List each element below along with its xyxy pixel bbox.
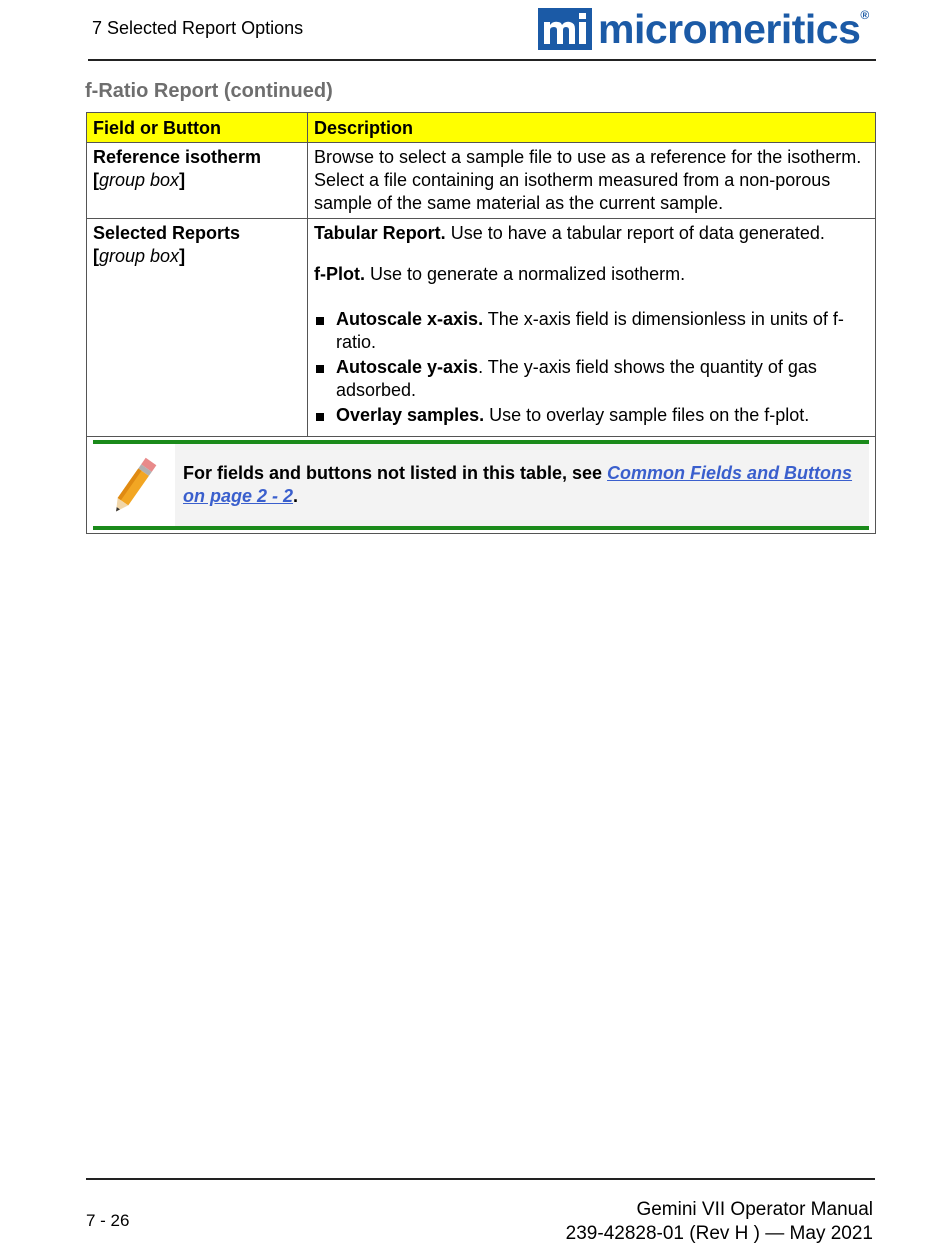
field-name: Reference isotherm (93, 147, 262, 167)
section-title: f-Ratio Report (continued) (85, 80, 333, 102)
list-item: Overlay samples. Use to overlay sample files on the f-plot. (314, 404, 869, 427)
footer-divider (86, 1178, 875, 1180)
pencil-icon (93, 444, 175, 526)
bullet-square-icon (316, 317, 324, 325)
bullet-square-icon (316, 365, 324, 373)
field-description-table (86, 112, 876, 534)
field-cell (87, 143, 308, 219)
note-cell (87, 437, 876, 534)
table-header-row (87, 113, 876, 143)
note-box (93, 440, 869, 530)
description-paragraph: Tabular Report. Use to have a tabular report of data generated. (314, 223, 825, 243)
micromeritics-logo (538, 7, 869, 51)
common-fields-link[interactable]: Common Fields and Buttons on page 2 - 2 (183, 463, 853, 506)
table-row (87, 143, 876, 219)
description-cell (308, 143, 876, 219)
manual-title: Gemini VII Operator Manual (636, 1199, 873, 1220)
description-text: Browse to select a sample file to use as a reference for the isotherm. Select a file containing an isotherm measured from a non-porous sample of the same material as the current sample. (314, 147, 862, 213)
header-chapter-title: 7 Selected Report Options (92, 18, 304, 38)
option-list (314, 308, 869, 427)
logo-mark-icon (538, 8, 592, 50)
note-row (87, 437, 876, 534)
logo-wordmark: micromeritics® (598, 5, 869, 52)
description-paragraph: f-Plot. Use to generate a normalized isotherm. (314, 264, 686, 284)
field-type: [group box] (93, 170, 186, 190)
list-item: Autoscale y-axis. The y-axis field shows the quantity of gas adsorbed. (314, 356, 869, 402)
description-cell (308, 219, 876, 437)
table-row (87, 219, 876, 437)
footer-manual-info (566, 1198, 873, 1246)
header-divider (88, 59, 876, 61)
column-header-description: Description (308, 113, 876, 143)
page-number: 7 - 26 (86, 1211, 130, 1230)
field-name: Selected Reports (93, 223, 241, 243)
note-text: For fields and buttons not listed in this table, see Common Fields and Buttons on page 2 - 2. (175, 444, 869, 526)
list-item: Autoscale x-axis. The x-axis field is dimensionless in units of f-ratio. (314, 308, 869, 354)
column-header-field: Field or Button (87, 113, 308, 143)
bullet-square-icon (316, 413, 324, 421)
field-type: [group box] (93, 246, 186, 266)
field-cell (87, 219, 308, 437)
doc-number: 239-42828-01 (Rev H ) — May 2021 (565, 1223, 873, 1244)
